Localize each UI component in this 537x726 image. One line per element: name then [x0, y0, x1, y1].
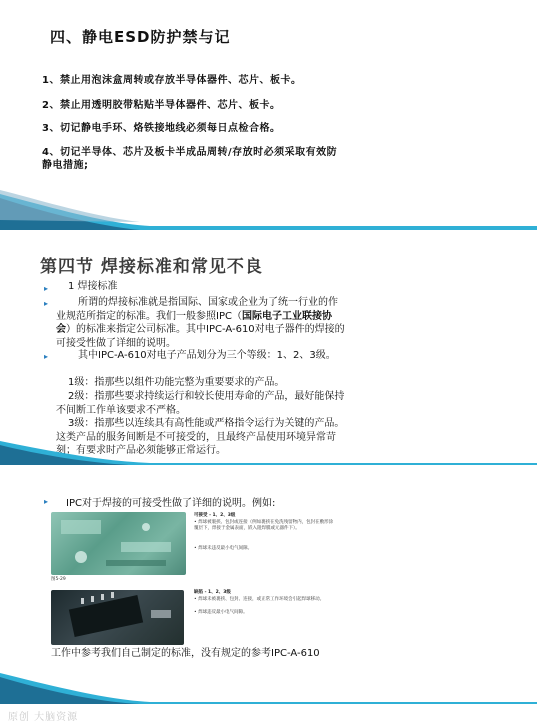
caption-text: • 焊球被裹挟、包封或连接（例如裹挟在免洗残留物内，包封在敷形涂覆层下，焊接于金属表面，嵌入阻焊膜或元器件下）。 — [194, 520, 334, 531]
paragraph — [56, 296, 346, 350]
rule-item: 4、切记半导体、芯片及板卡半成品周转/存放时必须采取有效防静电措施; — [42, 147, 338, 171]
slide-title: 四、静电ESD防护禁与记 — [50, 28, 231, 46]
level-description: 1级：指那些以组件功能完整为重要要求的产品。 — [68, 377, 285, 388]
acceptable-solder-photo — [51, 512, 186, 575]
caption-title: 可接受 - 1、2、3级 — [194, 513, 236, 518]
caption-text: • 焊球未被裹挟、包封、连接，或正常工作环境会引起焊球移动。 — [194, 597, 325, 602]
bullet-icon: ▸ — [44, 352, 49, 361]
circuit-board-image — [51, 512, 186, 575]
chip-image — [51, 590, 184, 645]
level-description: 2级：指那些要求持续运行和较长使用寿命的产品，最好能保持不间断工作单该要求不严格。 — [56, 391, 345, 416]
slide-welding-standard — [0, 240, 537, 465]
level-description: 3级：指那些以连续具有高性能或严格指令运行为关键的产品。这类产品的服务间断是不可接受的，且最终产品使用环境异常苛刻；有要求时产品必须能够正常运行。 — [56, 418, 345, 456]
org-name: 国际电子工业联接协会 — [56, 310, 332, 335]
section-heading: 1 焊接标准 — [68, 281, 118, 292]
caption-title: 缺陷 - 1、2、3级 — [194, 590, 231, 595]
bullet-icon: ▸ — [44, 497, 49, 506]
decorative-swoosh — [0, 190, 537, 230]
paragraph-text: ）的标准来指定公司标准。其中IPC-A-610对电子器件的焊接的可接受性做了详细的说明。 — [56, 324, 345, 349]
intro-text: IPC对于焊接的可接受性做了详细的说明。例如: — [66, 498, 276, 509]
footer-note: 工作中参考我们自己制定的标准，没有规定的参考IPC-A-610 — [51, 648, 320, 659]
figure-label: 图5-29 — [51, 577, 66, 582]
bullet-icon: ▸ — [44, 284, 49, 293]
caption-text: • 焊球违反最小电气间隙。 — [194, 610, 248, 615]
bullet-icon: ▸ — [44, 299, 49, 308]
decorative-swoosh — [0, 670, 537, 704]
paragraph: 其中IPC-A-610对电子产品划分为三个等级：1、2、3级。 — [78, 350, 336, 361]
rule-item: 2、禁止用透明胶带粘贴半导体器件、芯片、板卡。 — [42, 100, 281, 111]
rule-item: 1、禁止用泡沫盒周转或存放半导体器件、芯片、板卡。 — [42, 75, 302, 86]
paragraph-text: 所谓的焊接标准就是指国际、国家或企业为了统一行业的作业规范所指定的标准。我们一般参照IPC（ — [56, 297, 338, 322]
slide-title: 第四节 焊接标准和常见不良 — [40, 257, 263, 277]
caption-text: • 焊球未违反最小电气间隙。 — [194, 546, 253, 551]
watermark-text: 原创 大脑资源 — [8, 712, 79, 723]
slide-esd-rules — [0, 0, 537, 230]
rule-item: 3、切记静电手环、烙铁接地线必须每日点检合格。 — [42, 123, 281, 134]
defect-solder-photo — [51, 590, 184, 645]
decorative-swoosh — [0, 439, 537, 465]
slide-ipc-example — [0, 478, 537, 704]
